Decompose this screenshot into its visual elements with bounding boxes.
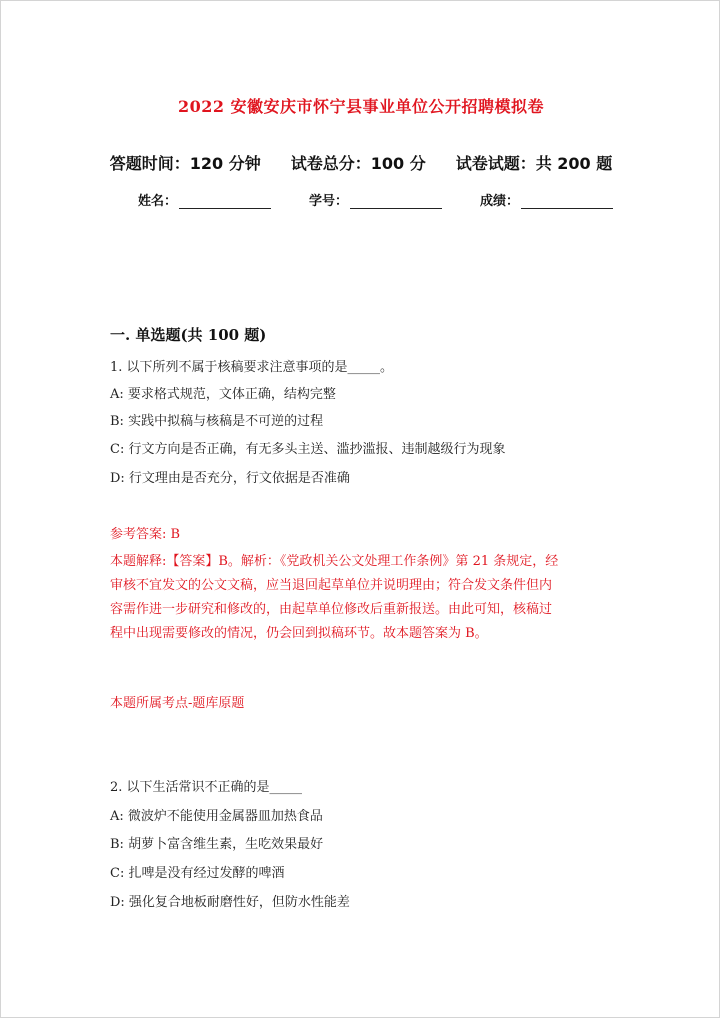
section-heading: 一. 单选题(共 100 题) bbox=[110, 326, 267, 344]
score-label: 成绩： bbox=[480, 194, 520, 209]
question-1-option-a: A: 要求格式规范，文体正确，结构完整 bbox=[110, 387, 336, 402]
id-field bbox=[309, 190, 442, 209]
question-1-option-b: B: 实践中拟稿与核稿是不可逆的过程 bbox=[110, 414, 324, 429]
question-1-topic: 本题所属考点-题库原题 bbox=[110, 696, 245, 711]
question-1-option-d: D: 行文理由是否充分，行文依据是否准确 bbox=[110, 471, 350, 486]
exam-total-score: 试卷总分：100 分 bbox=[290, 154, 426, 173]
question-1-stem: 1. 以下所列不属于核稿要求注意事项的是_____。 bbox=[110, 360, 394, 375]
explanation-line: 审核不宜发文的公文文稿，应当退回起草单位并说明理由；符合发文条件但内 bbox=[110, 578, 553, 593]
question-2-option-c: C: 扎啤是没有经过发酵的啤酒 bbox=[110, 866, 285, 881]
question-1-option-c: C: 行文方向是否正确，有无多头主送、滥抄滥报、违制越级行为现象 bbox=[110, 442, 506, 457]
explanation-line: 程中出现需要修改的情况，仍会回到拟稿环节。故本题答案为 B。 bbox=[110, 626, 488, 641]
exam-total-questions: 试卷试题：共 200 题 bbox=[455, 154, 613, 173]
exam-time: 答题时间：120 分钟 bbox=[109, 154, 261, 173]
score-blank[interactable] bbox=[521, 194, 613, 209]
question-2-option-b: B: 胡萝卜富含维生素，生吃效果最好 bbox=[110, 837, 324, 852]
question-2-option-a: A: 微波炉不能使用金属器皿加热食品 bbox=[110, 809, 323, 824]
name-label: 姓名： bbox=[138, 194, 178, 209]
question-2-stem: 2. 以下生活常识不正确的是_____ bbox=[110, 780, 303, 795]
explanation-line: 容需作进一步研究和修改的，由起草单位修改后重新报送。由此可知，核稿过 bbox=[110, 602, 553, 617]
score-field bbox=[480, 190, 613, 209]
question-1-explanation bbox=[110, 550, 616, 646]
id-label: 学号： bbox=[309, 194, 349, 209]
name-blank[interactable] bbox=[179, 194, 271, 209]
name-field bbox=[138, 190, 271, 209]
exam-title: 2022 安徽安庆市怀宁县事业单位公开招聘模拟卷 bbox=[177, 97, 545, 116]
id-blank[interactable] bbox=[350, 194, 442, 209]
question-1-answer: 参考答案: B bbox=[110, 527, 181, 542]
exam-meta bbox=[1, 151, 720, 174]
explanation-line: 本题解释:【答案】B。解析：《党政机关公文处理工作条例》第 21 条规定，经 bbox=[110, 554, 559, 569]
question-2-option-d: D: 强化复合地板耐磨性好，但防水性能差 bbox=[110, 895, 350, 910]
student-fields bbox=[138, 190, 618, 209]
